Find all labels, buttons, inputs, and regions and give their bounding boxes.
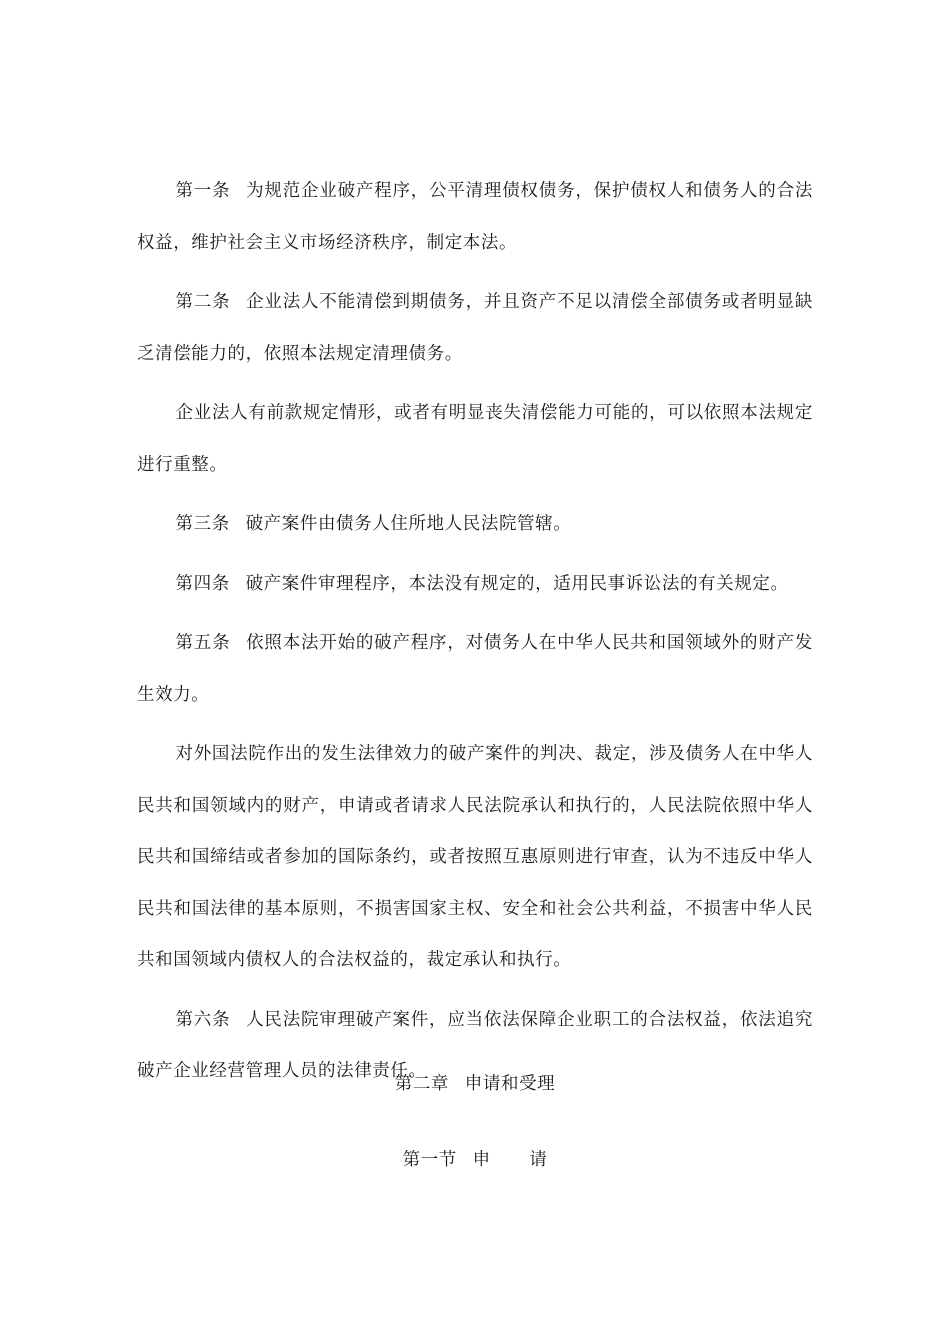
article-2-label: 第二条 <box>175 292 231 312</box>
article-5-text: 依照本法开始的破产程序，对债务人在中华人民共和国领域外的财产发生效力。 <box>137 633 813 705</box>
article-5 <box>137 618 813 721</box>
article-6-text: 人民法院审理破产案件，应当依法保障企业职工的合法权益，依法追究破产企业经营管理人员的法律责任。 <box>137 1009 813 1081</box>
article-5-label: 第五条 <box>175 633 231 653</box>
article-1 <box>137 166 813 269</box>
article-3 <box>137 499 813 551</box>
article-1-label: 第一条 <box>175 181 231 201</box>
article-4-label: 第四条 <box>175 573 230 594</box>
section-title-char-1: 申 <box>472 1150 491 1170</box>
section-heading <box>0 1144 950 1176</box>
article-5-paragraph-2: 对外国法院作出的发生法律效力的破产案件的判决、裁定，涉及债务人在中华人民共和国领域内的财产，申请或者请求人民法院承认和执行的，人民法院依照中华人民共和国缔结或者参加的国际条约，或者按照互惠原则进行审查，认为不违反中华人民共和国法律的基本原则，不损害国家主权、安全和社会公共利益，不损害中华人民共和国领域内债权人的合法权益的，裁定承认和执行。 <box>137 744 813 970</box>
chapter-title: 申请和受理 <box>464 1074 556 1094</box>
article-3-text: 破产案件由债务人住所地人民法院管辖。 <box>245 514 572 534</box>
article-4-text: 破产案件审理程序，本法没有规定的，适用民事诉讼法的有关规定。 <box>245 573 789 594</box>
article-4 <box>137 559 813 611</box>
article-2-text: 企业法人不能清偿到期债务，并且资产不足以清偿全部债务或者明显缺乏清偿能力的，依照本法规定清理债务。 <box>137 292 813 364</box>
section-number: 第一节 <box>402 1150 457 1170</box>
document-body <box>137 166 813 1106</box>
article-2 <box>137 277 813 380</box>
chapter-number: 第二章 <box>394 1074 450 1094</box>
section-title-char-2: 请 <box>529 1150 548 1170</box>
article-1-text: 为规范企业破产程序，公平清理债权债务，保护债权人和债务人的合法权益，维护社会主义市场经济秩序，制定本法。 <box>137 181 813 253</box>
chapter-heading <box>0 1068 950 1100</box>
article-3-label: 第三条 <box>175 514 230 534</box>
article-6-label: 第六条 <box>175 1009 231 1030</box>
article-2-paragraph-2: 企业法人有前款规定情形，或者有明显丧失清偿能力可能的，可以依照本法规定进行重整。 <box>137 403 813 475</box>
